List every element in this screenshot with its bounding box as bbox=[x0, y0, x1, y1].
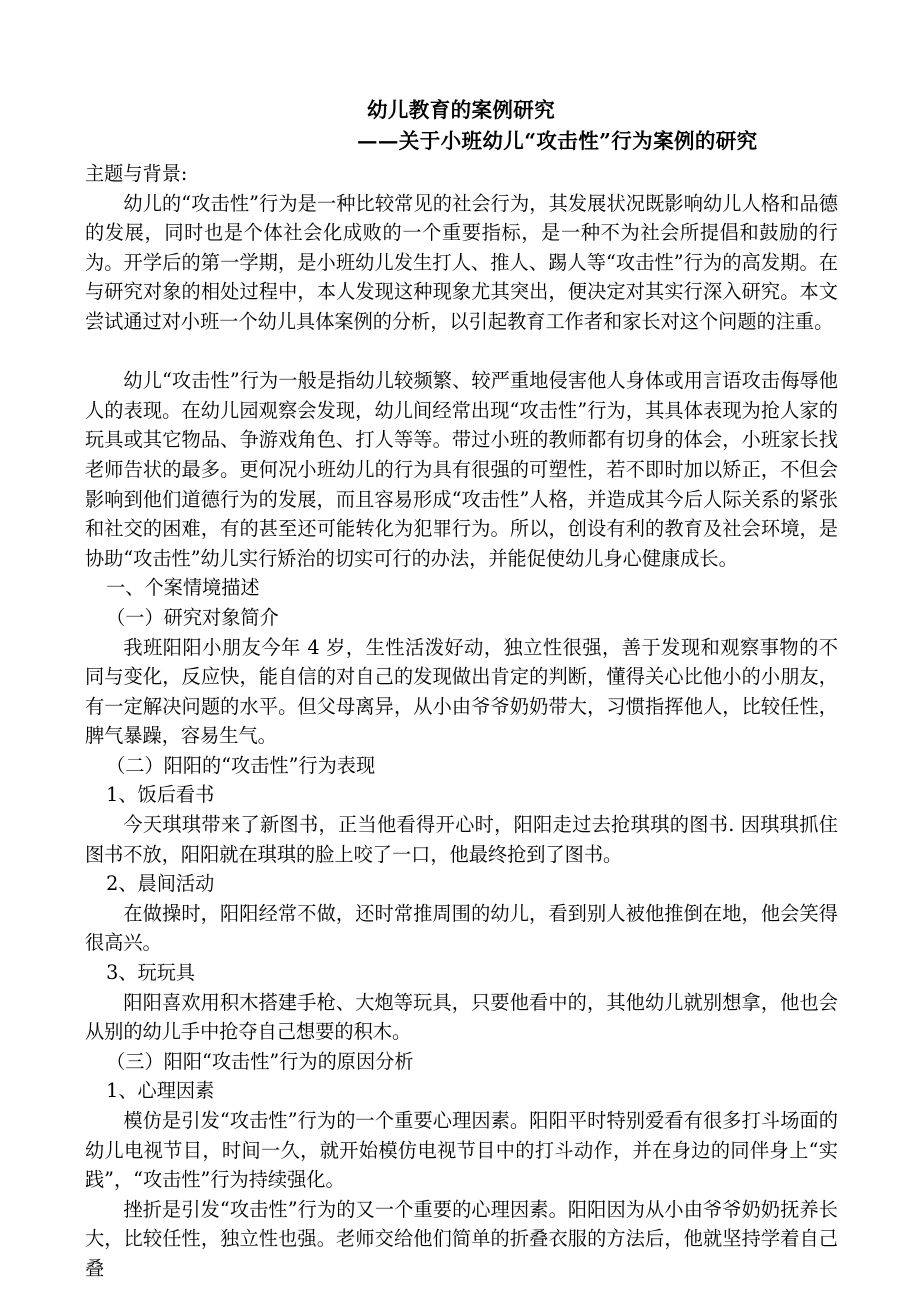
heading-section-one: 一、个案情境描述 bbox=[106, 576, 260, 600]
paragraph-subject-intro: 我班阳阳小朋友今年 4 岁，生性活泼好动，独立性很强，善于发现和观察事物的不同与变化，反应快，能自信的对自己的发现做出肯定的判断，懂得关心比他小的小朋友，有一定解决问题的水平。但父母离异，从小由爷爷奶奶带大，习惯指挥他人，比较任性，脾气暴躁，容易生气。 bbox=[85, 635, 838, 748]
heading-subsection-three: （三）阳阳“攻击性”行为的原因分析 bbox=[106, 1049, 414, 1073]
paragraph-spacer bbox=[85, 337, 838, 367]
title-block bbox=[85, 95, 838, 157]
heading-subsection-two: （二）阳阳的“攻击性”行为表现 bbox=[106, 753, 376, 777]
document-body bbox=[85, 95, 838, 1284]
heading-item-2: 2、晨间活动 bbox=[106, 872, 215, 896]
heading-item-3: 3、玩玩具 bbox=[106, 961, 196, 985]
document-title-subtitle: ——关于小班幼儿“攻击性”行为案例的研究 bbox=[357, 129, 758, 153]
paragraph-case-morning: 在做操时，阳阳经常不做，还时常推周围的幼儿，看到别人被他推倒在地，他会笑得很高兴。 bbox=[85, 901, 838, 955]
heading-item-psychological: 1、心理因素 bbox=[106, 1079, 215, 1103]
paragraph-case-reading: 今天琪琪带来了新图书，正当他看得开心时，阳阳走过去抢琪琪的图书. 因琪琪抓住图书不放，阳阳就在琪琪的脸上咬了一口，他最终抢到了图书。 bbox=[85, 813, 838, 866]
heading-subsection-one: （一）研究对象简介 bbox=[106, 605, 279, 629]
section-label-theme-background: 主题与背景: bbox=[85, 162, 188, 185]
paragraph-intro-2: 幼儿“攻击性”行为一般是指幼儿较频繁、较严重地侵害他人身体或用言语攻击侮辱他人的表现。在幼儿园观察会发现，幼儿间经常出现“攻击性”行为，其具体表现为抢人家的玩具或其它物品、争游戏角色、打人等等。带过小班的教师都有切身的体会，小班家长找老师告状的最多。更何况小班幼儿的行为具有很强的可塑性，若不即时加以矫正，不但会影响到他们道德行为的发展，而且容易形成“攻击性”人格，并造成其今后人际关系的紧张和社交的困难，有的甚至还可能转化为犯罪行为。所以，创设有利的教育及社会环境，是协助“攻击性”幼儿实行矫治的切实可行的办法，并能促使幼儿身心健康成长。 bbox=[85, 369, 838, 570]
paragraph-cause-frustration: 挫折是引发“攻击性”行为的又一个重要的心理因素。阳阳因为从小由爷爷奶奶抚养长大，比较任性，独立性也强。老师交给他们简单的折叠衣服的方法后，他就坚持学着自己叠 bbox=[85, 1197, 838, 1280]
heading-item-1: 1、饭后看书 bbox=[106, 783, 215, 807]
document-title-main: 幼儿教育的案例研究 bbox=[367, 98, 556, 122]
paragraph-case-toys: 阳阳喜欢用积木搭建手枪、大炮等玩具，只要他看中的，其他幼儿就别想拿，他也会从别的幼儿手中抢夺自己想要的积木。 bbox=[85, 990, 838, 1044]
paragraph-intro-1: 幼儿的“攻击性”行为是一种比较常见的社会行为，其发展状况既影响幼儿人格和品德的发展，同时也是个体社会化成败的一个重要指标，是一种不为社会所提倡和鼓励的行为。开学后的第一学期，是小班幼儿发生打人、推人、踢人等“攻击性”行为的高发期。在与研究对象的相处过程中，本人发现这种现象尤其突出，便决定对其实行深入研究。本文尝试通过对小班一个幼儿具体案例的分析，以引起教育工作者和家长对这个问题的注重。 bbox=[85, 191, 838, 333]
paragraph-cause-imitation: 模仿是引发“攻击性”行为的一个重要心理因素。阳阳平时特别爱看有很多打斗场面的幼儿电视节目，时间一久，就开始模仿电视节目中的打斗动作，并在身边的同伴身上“实践”，“攻击性”行为持续强化。 bbox=[85, 1109, 838, 1192]
